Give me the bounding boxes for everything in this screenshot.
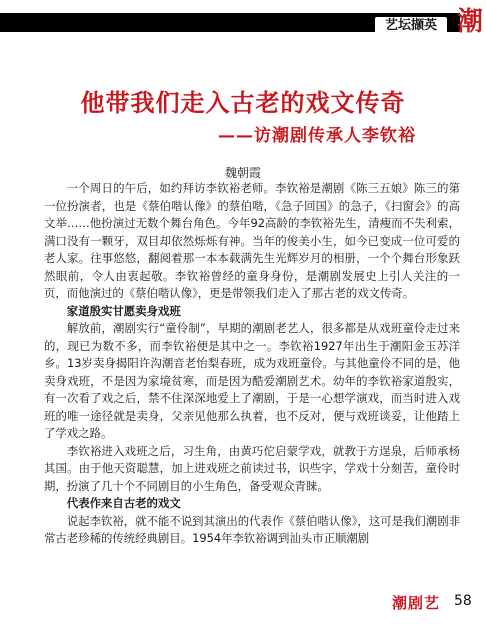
magazine-logo-icon: 潮 [456,7,483,37]
section-label: 艺坛撷英 [375,17,447,35]
paragraph: 解放前，潮剧实行“童伶制”，早期的潮剧老艺人，很多都是从戏班童伶走过来的，现已为数不多，而李钦裕便是其中之一。李钦裕1927年出生于潮阳金玉苏洋乡。13岁卖身揭阳许沟潮音老怡梨春班，成为戏班童伶。与其他童伶不同的是，他卖身戏班，不是因为家境贫寒，而是因为酷爱潮剧艺术。幼年的李钦裕家道殷实，有一次看了戏之后，禁不住深深地爱上了潮剧，于是一心想学演戏，而当时进入戏班的唯一途径就是卖身，父亲见他那么执着，也不反对，便与戏班谈妥，让他踏上了学戏之路。 [44,321,460,440]
article-body [44,180,460,548]
article-author: 魏朝霞 [224,166,261,180]
paragraph: 说起李钦裕，就不能不说到其演出的代表作《蔡伯喈认像》，这可是我们潮剧非常古老珍稀的传统经典剧目。1954年李钦裕调到汕头市正顺潮剧 [44,513,460,545]
section-heading: 代表作来自古老的戏文 [66,496,181,510]
page-number: 58 [454,593,472,609]
article-title: 他带我们走入古老的戏文传奇 [80,89,406,117]
paragraph: 李钦裕进入戏班之后，习生角，由黄巧佗启蒙学戏，就教于方逞泉，后师承杨其国。由于他天资聪慧，加上进戏班之前读过书，识些字，学戏十分刻苦，童伶时期，扮演了几十个不同剧目的小生角色，备受观众青睐。 [44,443,460,493]
section-heading: 家道殷实甘愿卖身戏班 [66,303,181,318]
paragraph: 一个周日的午后，如约拜访李钦裕老师。李钦裕是潮剧《陈三五娘》陈三的第一位扮演者，也是《蔡伯喈认像》的蔡伯喈，《急子回国》的急子，《扫窗会》的高文举……他扮演过无数个舞台角色。今年92高龄的李钦裕先生，清瘦而不失利索，满口没有一颗牙，双目却依然烁烁有神。当年的俊美小生，如今已变成一位可爱的老人家。往事悠悠，翻阅着那一本本载满先生光辉岁月的相册，一个个舞台形象跃然眼前，令人由衷起敬。李钦裕曾经的童身身份，是潮剧发展史上引人关注的一页，而他演过的《蔡伯喈认像》，更是带领我们走入了那古老的戏文传奇。 [44,181,460,300]
article-subtitle: ——访潮剧传承人李钦裕 [218,126,416,146]
footer-logo: 潮剧艺 [392,594,441,612]
